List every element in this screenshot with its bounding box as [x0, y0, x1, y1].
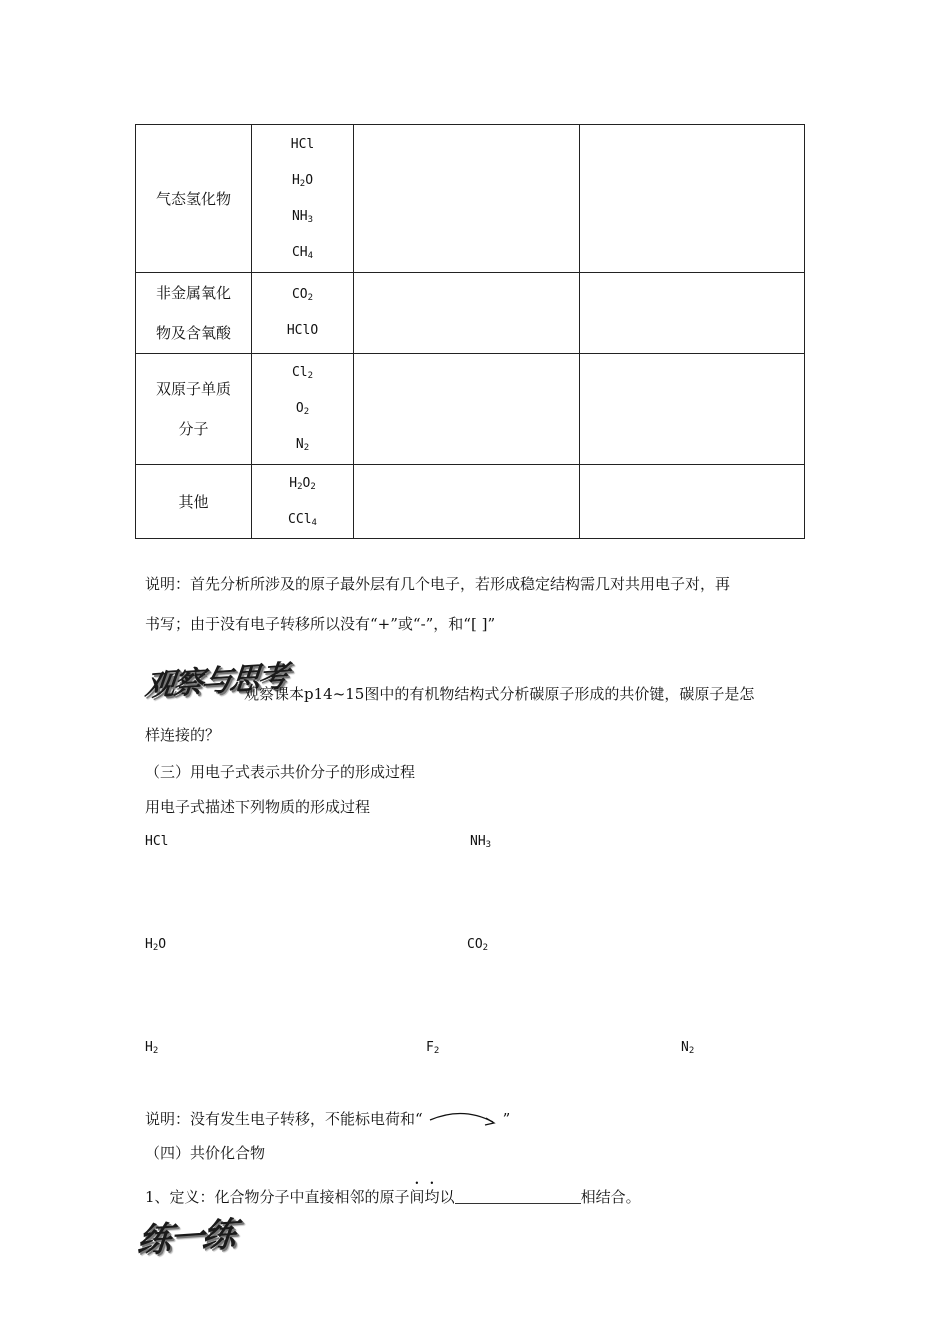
formula: CCl$_4$: [288, 511, 317, 528]
table-row: [136, 273, 805, 354]
answer-cell[interactable]: [580, 125, 805, 273]
table-row: [136, 465, 805, 539]
formula: HCl: [290, 136, 315, 152]
formula: $Cl_2$: [291, 365, 314, 381]
emphasized-text: 间均: [409, 1188, 440, 1206]
category-cell: 双原子单质 分子: [136, 354, 252, 465]
formula-cell: [252, 125, 354, 273]
formula: $NH_3$: [291, 208, 314, 225]
section-3-instruction: 用电子式描述下列物质的形成过程: [145, 798, 371, 816]
curved-arrow-icon: [427, 1108, 499, 1128]
formula: $CO_2$: [291, 287, 314, 303]
item-hcl: HCl: [145, 834, 169, 849]
formula: $N_2$: [295, 437, 310, 453]
section-3-heading: （三）用电子式表示共价分子的形成过程: [145, 763, 416, 781]
category-cell: 其他: [136, 465, 252, 539]
category-cell: 非金属氧化 物及含氧酸: [136, 273, 252, 354]
section-4-heading: （四）共价化合物: [145, 1144, 266, 1162]
formula: $O_2$: [295, 401, 310, 417]
item-f2: $F_2$: [426, 1040, 440, 1056]
item-h2: $H_2$: [145, 1040, 159, 1056]
answer-cell[interactable]: [354, 354, 580, 465]
table-row: [136, 125, 805, 273]
covalent-table: [135, 124, 805, 539]
definition-line: 1、定义：化合物分子中直接相邻的原子间均以 相结合。: [145, 1188, 641, 1206]
answer-cell[interactable]: [354, 125, 580, 273]
item-nh3: $NH_3$: [470, 834, 492, 850]
observe-line-1: 观察课本p14~15图中的有机物结构式分析碳原子形成的共价键，碳原子是怎: [244, 685, 755, 703]
formula: $CH_4$: [291, 244, 314, 261]
answer-cell[interactable]: [354, 465, 580, 539]
item-h2o: $H_2O$: [145, 937, 167, 953]
fill-blank[interactable]: [455, 1189, 581, 1204]
item-n2: $N_2$: [681, 1040, 695, 1056]
item-co2: $CO_2$: [467, 937, 489, 953]
note-line-2: 书写；由于没有电子转移所以没有“+”或“-”，和“[ ]”: [145, 615, 496, 633]
observe-line-2: 样连接的？: [145, 726, 221, 744]
answer-cell[interactable]: [354, 273, 580, 354]
answer-cell[interactable]: [580, 273, 805, 354]
note-2: 说明：没有发生电子转移，不能标电荷和“ ”: [145, 1110, 511, 1128]
formula: $H_2O$: [291, 172, 314, 189]
formula: HClO: [286, 323, 319, 338]
observe-think-wordart: 观察与思考: [143, 659, 289, 704]
formula: $H_2O_2$: [289, 475, 316, 492]
answer-cell[interactable]: [580, 354, 805, 465]
table-row: [136, 354, 805, 465]
practice-wordart: 练一练: [135, 1214, 237, 1262]
formula-cell: [252, 465, 354, 539]
note-line-1: 说明：首先分析所涉及的原子最外层有几个电子，若形成稳定结构需几对共用电子对，再: [145, 575, 731, 593]
formula-cell: [252, 273, 354, 354]
category-cell: 气态氢化物: [136, 125, 252, 273]
formula-cell: [252, 354, 354, 465]
answer-cell[interactable]: [580, 465, 805, 539]
